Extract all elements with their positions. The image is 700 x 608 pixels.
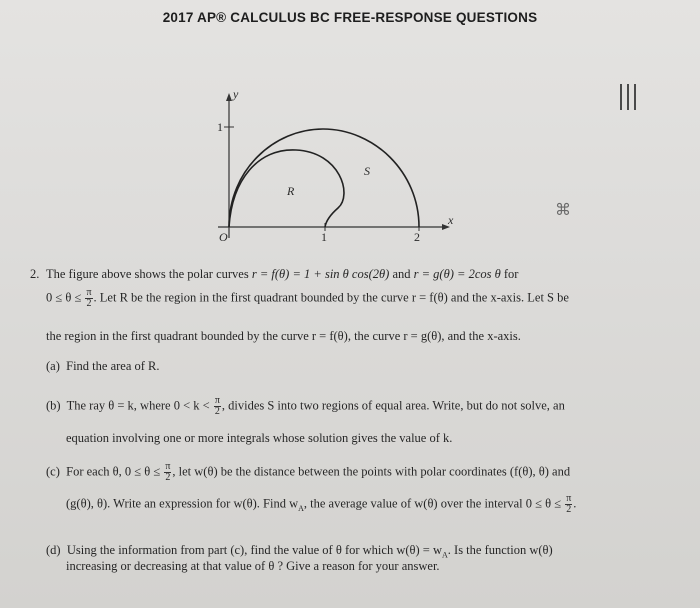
intro-line-3: the region in the first quadrant bounded by the curve r = f(θ), the curve r = g(θ), and the x-axis. bbox=[46, 329, 521, 343]
x-tick-label-2: 2 bbox=[414, 230, 420, 244]
part-a: (a) Find the area of R. bbox=[46, 359, 160, 373]
region-s-label: S bbox=[364, 164, 370, 178]
intro-line-2: 0 ≤ θ ≤ $\frac{\pi}{2}$ . Let R be the region in the first quadrant bounded by the curve r = f(θ) and the x-axis. Let S be bbox=[46, 287, 569, 309]
part-d-line-1: (d) Using the information from part (c), find the value of θ for which $w(\theta) = w_A$. Is the function w(θ) bbox=[46, 543, 553, 560]
part-c-line-1: (c) For each θ, 0 ≤ θ ≤ $\frac{\pi}{2}$ , let w(θ) be the distance between the points with polar coordinates (f(θ), θ) and bbox=[46, 461, 571, 483]
curve-g bbox=[229, 129, 419, 227]
part-c-line-2: (g(θ), θ). Write an expression for w(θ). Find $w_A$, the average value of w(θ) over the interval 0 ≤ θ ≤ $\frac{\pi}{2}$ . bbox=[66, 493, 577, 515]
region-r-label: R bbox=[287, 184, 295, 198]
x-axis-label: x bbox=[448, 213, 454, 227]
part-d-line-2: increasing or decreasing at that value of θ ? Give a reason for your answer. bbox=[66, 559, 440, 573]
origin-label: O bbox=[219, 230, 228, 244]
part-b-line-2: equation involving one or more integrals whose solution gives the value of k. bbox=[66, 431, 453, 445]
y-tick-label-1: 1 bbox=[217, 120, 223, 134]
y-axis-arrow bbox=[226, 93, 232, 101]
move-handle-icon[interactable]: ⌘ bbox=[555, 200, 571, 219]
fraction-pi-over-2: $\frac{\pi}{2}$ bbox=[214, 395, 220, 417]
fraction-pi-over-2: $\frac{\pi}{2}$ bbox=[86, 287, 92, 309]
fraction-pi-over-2: $\frac{\pi}{2}$ bbox=[566, 493, 572, 515]
question-number: 2. bbox=[30, 267, 40, 281]
part-b-line-1: (b) The ray θ = k, where 0 < k < $\frac{\pi}{2}$ , divides S into two regions of equal area. Write, but do not solve, an bbox=[46, 395, 565, 417]
y-axis-label: y bbox=[233, 87, 239, 101]
fraction-pi-over-2: $\frac{\pi}{2}$ bbox=[165, 461, 171, 483]
page-title: 2017 AP® CALCULUS BC FREE-RESPONSE QUESTIONS bbox=[162, 10, 538, 25]
intro-line-1: The figure above shows the polar curves r = f(θ) = 1 + sin θ cos(2θ) and r = g(θ) = 2cos θ for bbox=[46, 267, 519, 281]
x-tick-label-1: 1 bbox=[321, 230, 327, 244]
